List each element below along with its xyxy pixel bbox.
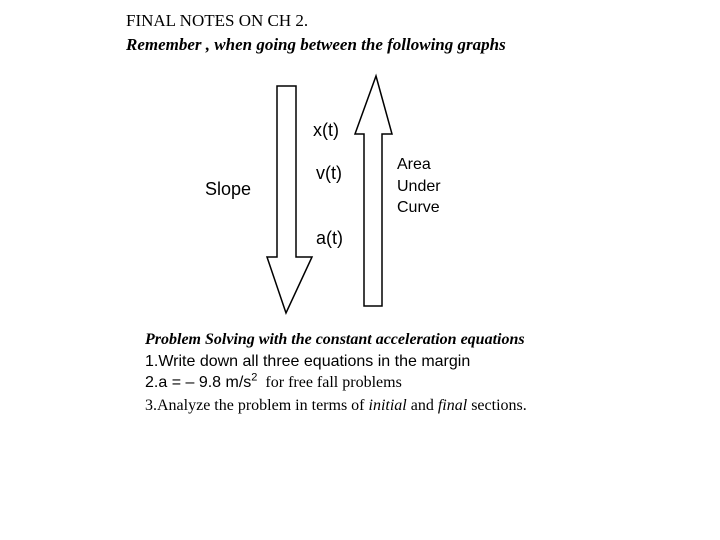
area-label-line: Under	[397, 177, 441, 195]
exponent: 2	[251, 371, 258, 384]
step-2-equation: 2.a = – 9.8 m/s	[145, 374, 252, 391]
step-2	[145, 371, 402, 392]
graph-label-acceleration: a(t)	[316, 228, 343, 248]
step-3-prefix: 3.Analyze the problem in terms of	[145, 397, 369, 414]
area-under-curve-label	[397, 154, 441, 219]
page-title: FINAL NOTES ON CH 2.	[126, 11, 309, 30]
graph-label-velocity: v(t)	[316, 163, 342, 183]
step-3-suffix: sections.	[467, 397, 527, 414]
page-subtitle: Remember , when going between the following graphs	[126, 35, 506, 54]
step-3-middle: and	[406, 397, 438, 414]
step-2-suffix: for free fall problems	[265, 374, 402, 391]
slope-label: Slope	[205, 179, 252, 199]
problem-solving-heading: Problem Solving with the constant acceleration equations	[145, 331, 525, 348]
graph-label-position: x(t)	[313, 120, 339, 140]
step-3-final: final	[437, 397, 468, 414]
step-1: 1.Write down all three equations in the margin	[145, 353, 471, 370]
step-3	[145, 397, 527, 415]
area-label-line: Curve	[397, 199, 440, 216]
slope-down-arrow	[267, 86, 312, 313]
step-3-initial: initial	[368, 397, 407, 414]
area-label-line: Area	[397, 156, 431, 173]
area-up-arrow	[355, 76, 392, 306]
